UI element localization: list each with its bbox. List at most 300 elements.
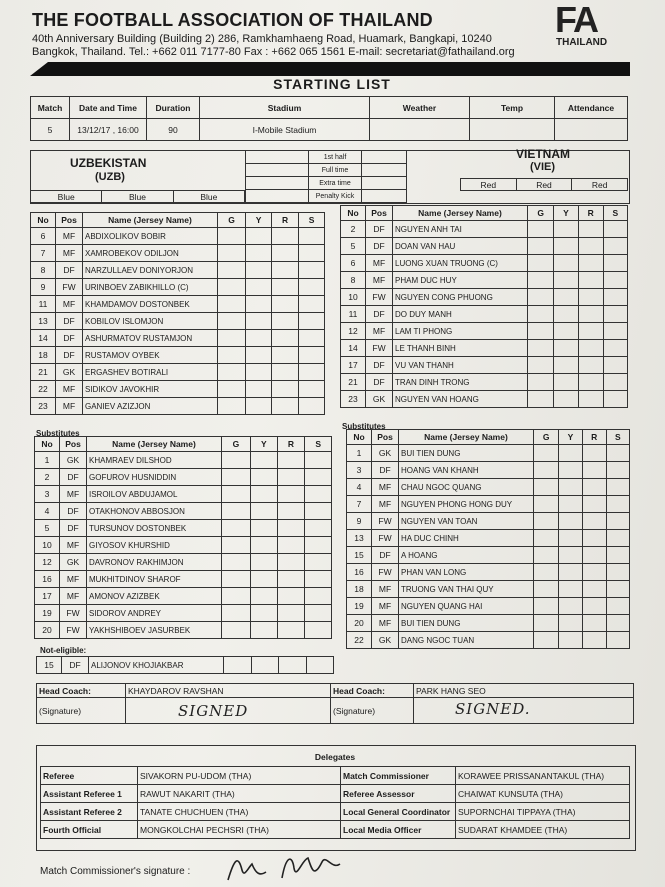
player-position: DF [62, 657, 89, 674]
delegate-role: Fourth Official [41, 821, 138, 839]
stat-cell [250, 520, 277, 537]
player-number: 20 [35, 622, 60, 639]
player-number: 12 [35, 554, 60, 571]
player-name: PHAM DUC HUY [393, 272, 528, 289]
delegate-name: SUPORNCHAI TIPPAYA (THA) [456, 803, 630, 821]
stat-cell [528, 221, 554, 238]
player-name: TURSUNOV DOSTONBEK [87, 520, 222, 537]
player-row [31, 398, 325, 415]
stat-cell [554, 221, 578, 238]
player-position: FW [372, 513, 399, 530]
player-name: A HOANG [399, 547, 534, 564]
stat-cell [246, 347, 272, 364]
player-position: MF [56, 381, 83, 398]
player-row [35, 537, 332, 554]
player-number: 8 [31, 262, 56, 279]
player-name: LE THANH BINH [393, 340, 528, 357]
stat-cell [559, 530, 582, 547]
stat-cell [578, 255, 603, 272]
stat-cell [272, 381, 299, 398]
stat-cell [559, 564, 582, 581]
player-number: 2 [35, 469, 60, 486]
stat-cell [534, 496, 559, 513]
stat-cell [534, 445, 559, 462]
player-row [31, 279, 325, 296]
stat-cell [277, 554, 305, 571]
stat-cell [222, 486, 251, 503]
stat-cell [218, 228, 246, 245]
player-number: 18 [31, 347, 56, 364]
stat-cell [582, 479, 606, 496]
player-number: 4 [347, 479, 372, 496]
player-name: VU VAN THANH [393, 357, 528, 374]
stat-cell [272, 398, 299, 415]
away-team-name: VIETNAM [516, 147, 570, 161]
stat-cell [299, 313, 325, 330]
stat-cell [272, 330, 299, 347]
player-number: 17 [341, 357, 366, 374]
stat-cell [277, 605, 305, 622]
column-header: S [305, 437, 332, 452]
delegate-name: MONGKOLCHAI PECHSRI (THA) [138, 821, 341, 839]
player-row [347, 513, 630, 530]
not-eligible-table [36, 656, 334, 674]
player-number: 16 [35, 571, 60, 588]
player-name: GIYOSOV KHURSHID [87, 537, 222, 554]
player-number: 11 [31, 296, 56, 313]
delegate-name: RAWUT NAKARIT (THA) [138, 785, 341, 803]
player-row [347, 479, 630, 496]
home-colors [30, 190, 245, 203]
stat-cell [299, 279, 325, 296]
stat-cell [246, 381, 272, 398]
stat-cell [305, 486, 332, 503]
stat-cell [606, 496, 629, 513]
player-position: DF [366, 306, 393, 323]
stat-cell [603, 323, 627, 340]
column-header: Y [554, 206, 578, 221]
column-header: No [347, 430, 372, 445]
stat-cell [299, 381, 325, 398]
player-position: DF [372, 462, 399, 479]
weather-header: Weather [370, 97, 470, 119]
home-color-shorts: Blue [102, 191, 173, 203]
player-number: 13 [31, 313, 56, 330]
player-row [35, 520, 332, 537]
stat-cell [578, 374, 603, 391]
stat-cell [218, 330, 246, 347]
away-subs-table [346, 429, 630, 649]
player-name: HOANG VAN KHANH [399, 462, 534, 479]
stat-cell [305, 520, 332, 537]
player-number: 6 [341, 255, 366, 272]
player-position: MF [56, 245, 83, 262]
player-row [347, 462, 630, 479]
stat-cell [222, 537, 251, 554]
commissioner-signature [222, 850, 352, 885]
away-substitutes-label: Substitutes [342, 422, 386, 431]
player-position: MF [56, 296, 83, 313]
away-starters-table [340, 205, 628, 408]
player-position: MF [60, 486, 87, 503]
stat-cell [603, 357, 627, 374]
home-color-socks: Blue [173, 191, 244, 203]
stat-cell [246, 364, 272, 381]
player-position: FW [366, 289, 393, 306]
player-position: FW [56, 279, 83, 296]
player-name: URINBOEV ZABIKHILLO (C) [83, 279, 218, 296]
player-name: ERGASHEV BOTIRALI [83, 364, 218, 381]
stat-cell [277, 537, 305, 554]
player-name: DO DUY MANH [393, 306, 528, 323]
date-header: Date and Time [70, 97, 147, 119]
player-name: NGUYEN PHONG HONG DUY [399, 496, 534, 513]
player-position: GK [372, 632, 399, 649]
away-signature-label: (Signature) [331, 698, 414, 724]
stat-cell [222, 622, 251, 639]
stat-cell [272, 262, 299, 279]
home-team-code: (UZB) [95, 171, 125, 183]
stat-cell [582, 598, 606, 615]
player-row [341, 306, 628, 323]
delegate-role: Referee Assessor [341, 785, 456, 803]
delegate-name: SIVAKORN PU-UDOM (THA) [138, 767, 341, 785]
player-name: DOAN VAN HAU [393, 238, 528, 255]
stat-cell [603, 340, 627, 357]
player-number: 14 [31, 330, 56, 347]
player-number: 9 [347, 513, 372, 530]
delegate-name: KORAWEE PRISSANANTAKUL (THA) [456, 767, 630, 785]
stat-cell [250, 503, 277, 520]
title-banner [30, 62, 630, 76]
stat-cell [251, 657, 279, 674]
column-header: Pos [366, 206, 393, 221]
stat-cell [246, 330, 272, 347]
player-name: AMONOV AZIZBEK [87, 588, 222, 605]
player-position: GK [60, 554, 87, 571]
stat-cell [559, 496, 582, 513]
column-header: No [35, 437, 60, 452]
stat-cell [606, 547, 629, 564]
stat-cell [554, 255, 578, 272]
stat-cell [246, 262, 272, 279]
player-position: FW [60, 622, 87, 639]
away-color-socks: Red [572, 179, 628, 191]
player-number: 21 [31, 364, 56, 381]
player-number: 5 [35, 520, 60, 537]
stat-cell [218, 279, 246, 296]
stat-cell [534, 581, 559, 598]
player-position: MF [60, 537, 87, 554]
player-name: XAMROBEKOV ODILJON [83, 245, 218, 262]
stat-cell [554, 340, 578, 357]
player-name: OTAKHONOV ABBOSJON [87, 503, 222, 520]
player-name: MUKHITDINOV SHAROF [87, 571, 222, 588]
player-position: DF [56, 262, 83, 279]
player-name: GANIEV AZIZJON [83, 398, 218, 415]
player-number: 17 [35, 588, 60, 605]
player-name: YAKHSHIBOEV JASURBEK [87, 622, 222, 639]
stat-cell [272, 364, 299, 381]
away-color-shirt: Red [461, 179, 517, 191]
player-row [35, 622, 332, 639]
match-temp [470, 119, 555, 141]
player-position: MF [372, 598, 399, 615]
player-number: 13 [347, 530, 372, 547]
player-name: NGUYEN VAN TOAN [399, 513, 534, 530]
player-row [347, 615, 630, 632]
player-position: DF [60, 503, 87, 520]
match-date: 13/12/17 , 16:00 [70, 119, 147, 141]
player-name: BUI TIEN DUNG [399, 615, 534, 632]
player-name: ALIJONOV KHOJIAKBAR [89, 657, 224, 674]
stat-cell [528, 255, 554, 272]
player-number: 16 [347, 564, 372, 581]
player-row [347, 564, 630, 581]
stat-cell [534, 513, 559, 530]
delegates-title: Delegates [314, 752, 356, 762]
stat-cell [603, 374, 627, 391]
player-row [31, 313, 325, 330]
stat-cell [277, 622, 305, 639]
column-header: G [528, 206, 554, 221]
stat-cell [299, 245, 325, 262]
player-number: 18 [347, 581, 372, 598]
stat-cell [306, 657, 334, 674]
player-position: GK [56, 364, 83, 381]
player-position: FW [60, 605, 87, 622]
player-number: 2 [341, 221, 366, 238]
period-penalty-kick: Penalty Kick [309, 190, 362, 203]
player-position: MF [60, 571, 87, 588]
player-row [347, 547, 630, 564]
player-row [347, 598, 630, 615]
player-number: 15 [347, 547, 372, 564]
stat-cell [272, 347, 299, 364]
stat-cell [578, 391, 603, 408]
stat-cell [554, 306, 578, 323]
stat-cell [222, 571, 251, 588]
player-position: DF [56, 313, 83, 330]
stat-cell [299, 296, 325, 313]
column-header: R [582, 430, 606, 445]
column-header: G [222, 437, 251, 452]
stat-cell [606, 615, 629, 632]
stat-cell [606, 598, 629, 615]
stat-cell [299, 364, 325, 381]
player-row [341, 289, 628, 306]
stat-cell [534, 462, 559, 479]
match-weather [370, 119, 470, 141]
player-position: DF [56, 347, 83, 364]
home-coach-signature: SIGNED [178, 702, 249, 720]
player-name: ISROILOV ABDUJAMOL [87, 486, 222, 503]
player-number: 12 [341, 323, 366, 340]
stat-cell [305, 554, 332, 571]
column-header: R [277, 437, 305, 452]
stat-cell [250, 486, 277, 503]
stat-cell [272, 313, 299, 330]
duration-header: Duration [147, 97, 200, 119]
player-name: DANG NGOC TUAN [399, 632, 534, 649]
match-stadium: I-Mobile Stadium [200, 119, 370, 141]
player-number: 10 [341, 289, 366, 306]
stat-cell [272, 296, 299, 313]
stat-cell [603, 391, 627, 408]
stat-cell [554, 323, 578, 340]
player-row [31, 330, 325, 347]
player-row [35, 503, 332, 520]
player-number: 1 [347, 445, 372, 462]
stat-cell [277, 452, 305, 469]
stat-cell [250, 554, 277, 571]
stat-cell [272, 279, 299, 296]
player-row [341, 357, 628, 374]
away-coach-name: PARK HANG SEO [414, 684, 634, 698]
player-number: 10 [35, 537, 60, 554]
delegate-role: Assistant Referee 2 [41, 803, 138, 821]
player-name: SIDOROV ANDREY [87, 605, 222, 622]
match-number: 5 [31, 119, 70, 141]
player-name: SIDIKOV JAVOKHIR [83, 381, 218, 398]
stat-cell [578, 221, 603, 238]
player-name: PHAN VAN LONG [399, 564, 534, 581]
player-row [35, 554, 332, 571]
stat-cell [277, 503, 305, 520]
player-number: 15 [37, 657, 62, 674]
column-header: G [218, 213, 246, 228]
stat-cell [606, 513, 629, 530]
player-name: CHAU NGOC QUANG [399, 479, 534, 496]
stat-cell [554, 272, 578, 289]
stat-cell [578, 306, 603, 323]
column-header: R [578, 206, 603, 221]
player-position: FW [372, 530, 399, 547]
player-number: 11 [341, 306, 366, 323]
stat-cell [250, 605, 277, 622]
column-header: Name (Jersey Name) [393, 206, 528, 221]
player-position: DF [366, 357, 393, 374]
away-team-code: (VIE) [530, 161, 556, 173]
stat-cell [559, 598, 582, 615]
away-colors [460, 178, 628, 191]
player-position: DF [60, 520, 87, 537]
match-attendance [555, 119, 628, 141]
match-duration: 90 [147, 119, 200, 141]
column-header: Pos [60, 437, 87, 452]
stat-cell [578, 323, 603, 340]
player-row [347, 632, 630, 649]
stat-cell [246, 296, 272, 313]
stat-cell [606, 564, 629, 581]
stat-cell [222, 605, 251, 622]
stat-cell [554, 289, 578, 306]
stat-cell [528, 340, 554, 357]
player-position: GK [60, 452, 87, 469]
delegates-table [40, 766, 630, 839]
stat-cell [582, 564, 606, 581]
stat-cell [554, 391, 578, 408]
stat-cell [582, 547, 606, 564]
stat-cell [299, 262, 325, 279]
stat-cell [222, 588, 251, 605]
column-header: Name (Jersey Name) [399, 430, 534, 445]
player-position: DF [372, 547, 399, 564]
stat-cell [218, 398, 246, 415]
page-title: STARTING LIST [273, 76, 391, 92]
home-substitutes-label: Substitutes [36, 429, 80, 438]
player-position: MF [56, 228, 83, 245]
player-number: 3 [35, 486, 60, 503]
stat-cell [559, 513, 582, 530]
stat-cell [534, 547, 559, 564]
stat-cell [582, 445, 606, 462]
away-coach-label: Head Coach: [331, 684, 414, 698]
stat-cell [606, 479, 629, 496]
delegate-role: Match Commissioner [341, 767, 456, 785]
player-number: 22 [31, 381, 56, 398]
stat-cell [606, 581, 629, 598]
player-row [35, 605, 332, 622]
home-starters-table [30, 212, 325, 415]
column-header: S [603, 206, 627, 221]
stat-cell [305, 588, 332, 605]
stat-cell [603, 255, 627, 272]
player-row [31, 262, 325, 279]
commissioner-signature-label: Match Commissioner's signature : [40, 866, 191, 877]
delegate-name: SUDARAT KHAMDEE (THA) [456, 821, 630, 839]
stat-cell [246, 228, 272, 245]
stat-cell [305, 537, 332, 554]
away-color-shorts: Red [516, 179, 572, 191]
player-name: NGUYEN CONG PHUONG [393, 289, 528, 306]
stat-cell [603, 289, 627, 306]
stat-cell [305, 605, 332, 622]
stat-cell [250, 452, 277, 469]
stat-cell [246, 279, 272, 296]
stat-cell [606, 530, 629, 547]
stat-cell [554, 357, 578, 374]
player-row [31, 228, 325, 245]
stat-cell [578, 238, 603, 255]
stat-cell [559, 479, 582, 496]
player-name: TRAN DINH TRONG [393, 374, 528, 391]
player-number: 7 [347, 496, 372, 513]
home-color-shirt: Blue [31, 191, 102, 203]
player-row [347, 496, 630, 513]
match-info-table [30, 96, 628, 141]
player-name: NGUYEN VAN HOANG [393, 391, 528, 408]
player-name: KHAMDAMOV DOSTONBEK [83, 296, 218, 313]
player-row [35, 469, 332, 486]
home-subs-table [34, 436, 332, 639]
player-number: 14 [341, 340, 366, 357]
player-position: MF [372, 581, 399, 598]
stat-cell [582, 496, 606, 513]
stat-cell [246, 245, 272, 262]
stat-cell [299, 398, 325, 415]
player-position: MF [366, 323, 393, 340]
stat-cell [299, 330, 325, 347]
stat-cell [582, 581, 606, 598]
stat-cell [582, 462, 606, 479]
player-name: DAVRONOV RAKHIMJON [87, 554, 222, 571]
home-coach-name: KHAYDAROV RAVSHAN [126, 684, 331, 698]
player-name: NGUYEN ANH TAI [393, 221, 528, 238]
stat-cell [582, 632, 606, 649]
player-position: MF [366, 255, 393, 272]
column-header: Y [246, 213, 272, 228]
